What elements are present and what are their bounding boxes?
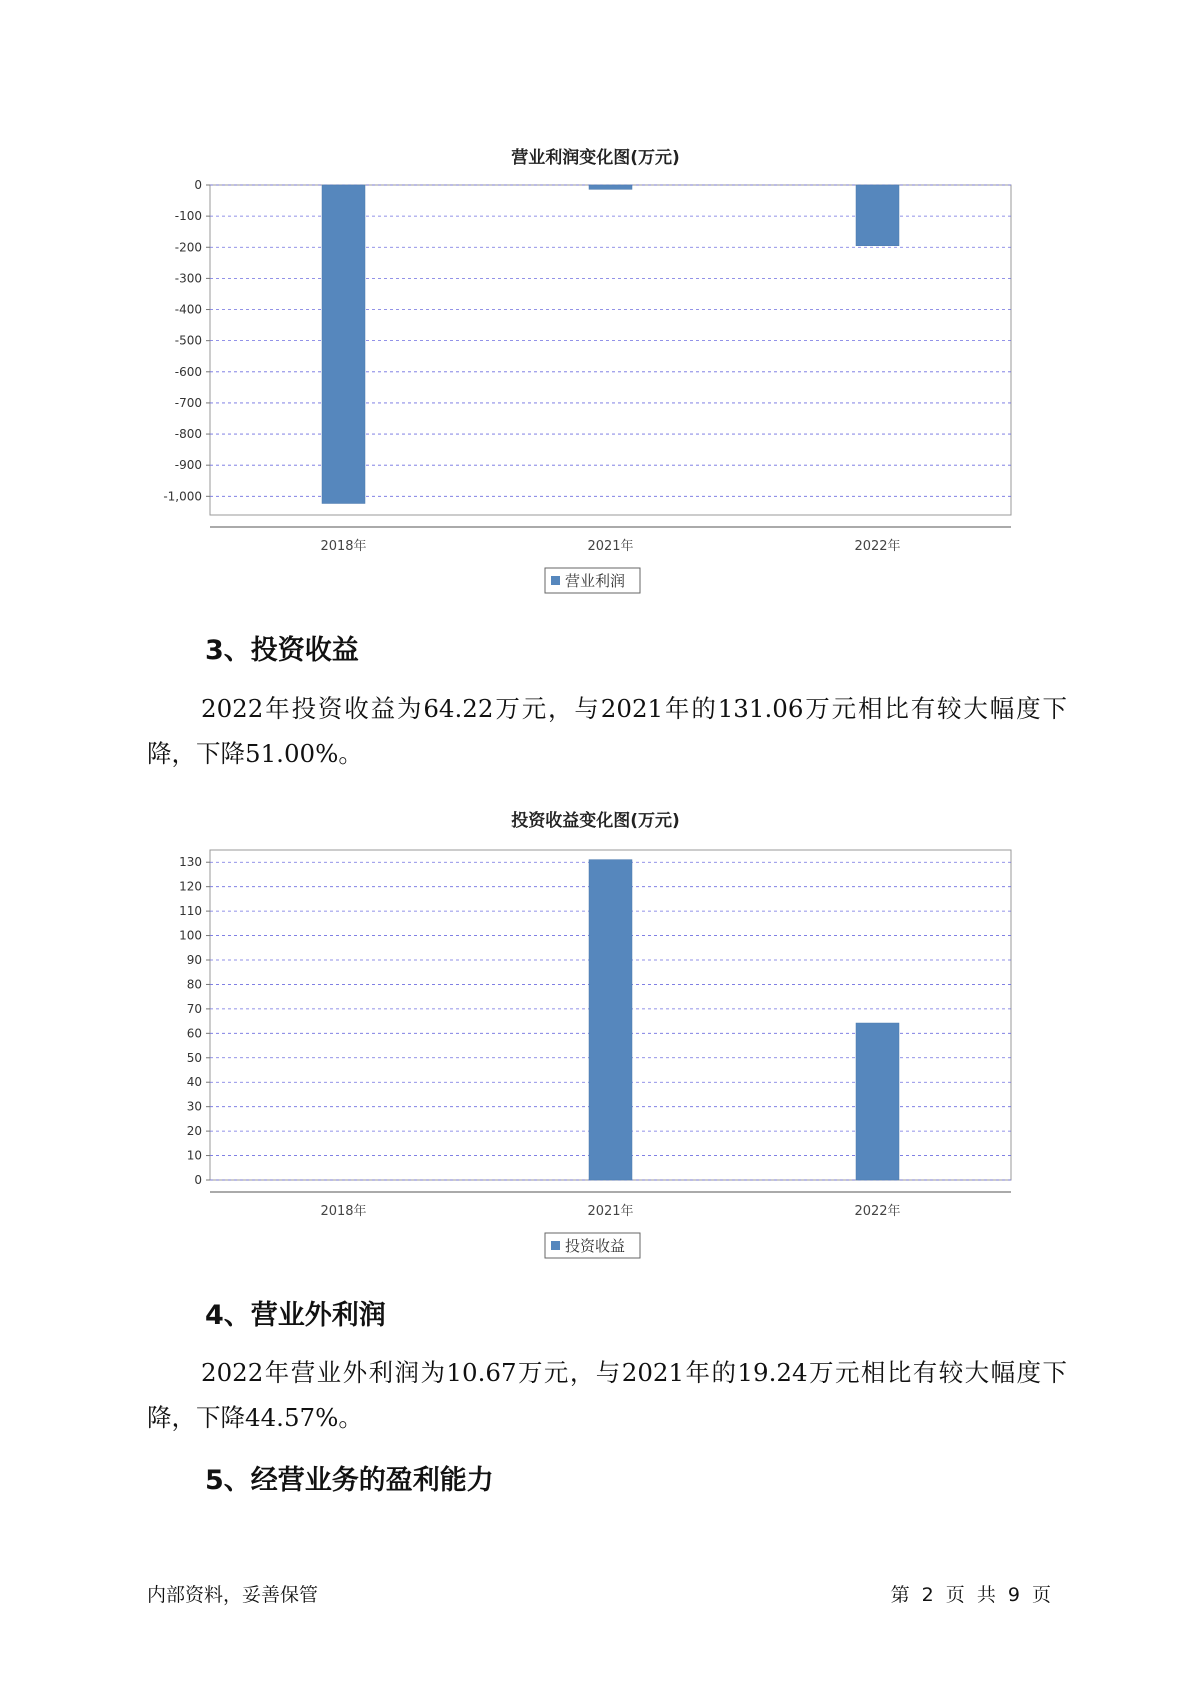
legend [545,1233,640,1258]
bar-2021年 [589,185,632,189]
y-tick-label: 130 [179,855,202,870]
bar-2018年 [322,185,365,503]
y-tick-label: -900 [174,458,202,473]
y-tick-label: 0 [194,178,202,192]
y-tick-label: 80 [186,977,202,992]
legend [545,568,640,593]
y-tick-label: -200 [174,240,202,255]
chart-operating-profit [0,175,1191,595]
y-tick-label: 120 [179,879,202,894]
y-tick-label: -800 [174,427,202,442]
y-tick-label: -1,000 [163,489,202,504]
chart-title-investment-income: 投资收益变化图(万元) [511,811,680,831]
legend-label: 投资收益 [565,1237,626,1255]
heading-profitability: 5、经营业务的盈利能力 [205,1465,494,1496]
y-tick-label: 50 [186,1050,202,1065]
y-tick-label: 0 [194,1173,202,1187]
y-tick-label: -400 [174,302,202,317]
x-tick-label: 2021年 [587,1204,634,1219]
y-tick-label: -600 [174,364,202,379]
y-tick-label: 70 [186,1001,202,1016]
paragraph-investment-income: 2022年投资收益为64.22万元，与2021年的131.06万元相比有较大幅度下降，下降51.00%。 [147,694,1067,768]
footer-confidential-note: 内部资料，妥善保管 [147,1584,319,1606]
legend-swatch [551,576,560,585]
x-tick-label: 2022年 [854,539,901,554]
footer-page-number: 第 2 页 共 9 页 [890,1584,1051,1606]
y-tick-label: -500 [174,333,202,348]
y-tick-label: 10 [186,1148,202,1163]
y-tick-label: 40 [186,1075,202,1090]
y-tick-label: 20 [186,1124,202,1139]
y-tick-label: 30 [186,1099,202,1114]
x-tick-label: 2018年 [320,539,367,554]
heading-investment-income: 3、投资收益 [205,635,359,666]
y-tick-label: 110 [179,904,202,919]
chart-investment-income [0,840,1191,1260]
bar-2022年 [856,185,899,246]
x-tick-label: 2018年 [320,1204,367,1219]
chart-title-operating-profit: 营业利润变化图(万元) [511,148,680,168]
paragraph-non-operating-profit: 2022年营业外利润为10.67万元，与2021年的19.24万元相比有较大幅度下降，下降44.57%。 [147,1358,1067,1432]
y-tick-label: -100 [174,209,202,224]
bar-2021年 [589,860,632,1180]
y-tick-label: 90 [186,953,202,967]
x-tick-label: 2022年 [854,1204,901,1219]
y-tick-label: -700 [174,395,202,410]
heading-non-operating-profit: 4、营业外利润 [205,1300,386,1331]
y-tick-label: 60 [186,1026,202,1041]
y-tick-label: 100 [179,928,202,943]
legend-swatch [551,1241,560,1250]
legend-label: 营业利润 [565,572,626,590]
bar-2022年 [856,1023,899,1180]
y-tick-label: -300 [174,271,202,286]
x-tick-label: 2021年 [587,539,634,554]
